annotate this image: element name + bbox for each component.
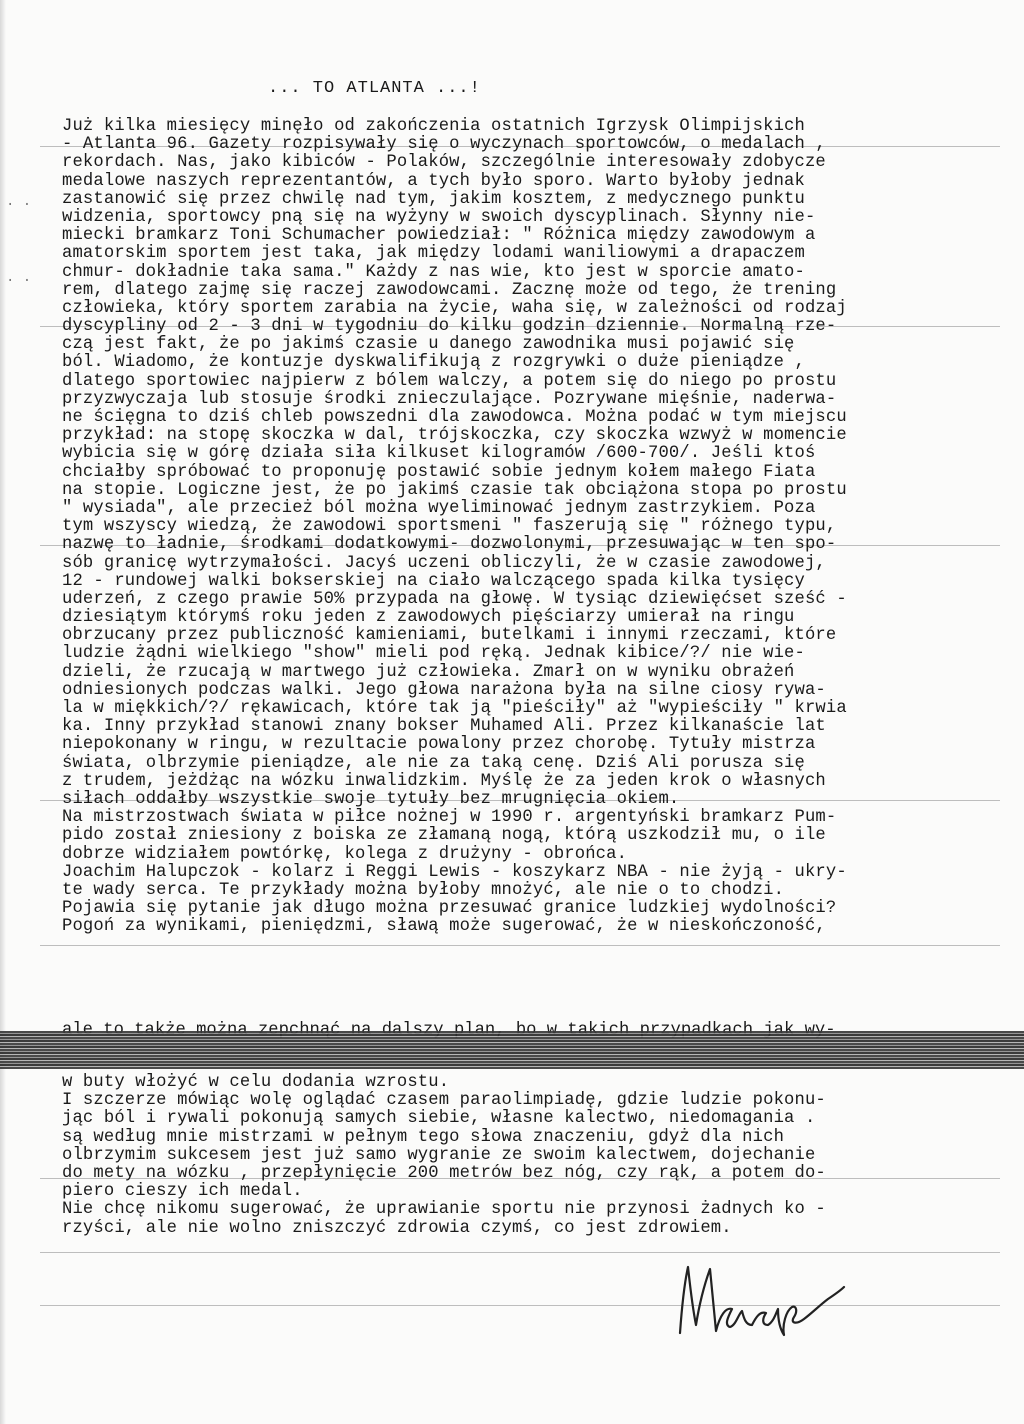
text-line: czą jest fakt, że po jakimś czasie u danego zawodnika musi pojawić się xyxy=(62,335,795,355)
text-line: niepokonany w ringu, w rezultacie powalony przez chorobę. Tytuły mistrza xyxy=(62,735,816,755)
text-line: Na mistrzostwach świata w piłce nożnej w 1990 r. argentyński bramkarz Pum- xyxy=(62,808,837,828)
text-line: do mety na wózku , przepłynięcie 200 metrów bez nóg, czy rąk, a potem do- xyxy=(62,1163,826,1183)
paper-rule xyxy=(40,1305,1000,1306)
text-line: ból. Wiadomo, że kontuzje dyskwalifikują z rozgrywki o duże pieniądze , xyxy=(62,353,805,373)
paper-rule xyxy=(40,1252,1000,1253)
signature-stroke xyxy=(680,1267,844,1335)
text-line: tym wszyscy wiedzą, że zawodowi sportsmeni " faszerują się " różnego typu, xyxy=(62,517,837,537)
text-line: nazwę to ładnie, środkami dodatkowymi- dozwolonymi, przesuwając w ten spo- xyxy=(62,535,837,555)
text-line: dyscypliny od 2 - 3 dni w tygodniu do kilku godzin dziennie. Normalną rze- xyxy=(62,317,837,337)
text-line: ludzie żądni wielkiego "show" mieli pod ręką. Jednak kibice/?/ nie wie- xyxy=(62,644,805,664)
document-title: ... TO ATLANTA ...! xyxy=(268,79,481,98)
text-line: chmur- dokładnie taka sama." Każdy z nas wie, kto jest w sporcie amato- xyxy=(62,262,805,282)
text-line: uderzeń, z czego prawie 50% przypada na głowę. W tysiąc dziewięćset sześć - xyxy=(62,589,847,609)
text-line: olbrzymim sukcesem jest już samo wygranie ze swoim kalectwem, dojechanie xyxy=(62,1145,816,1165)
text-line: są według mnie mistrzami w pełnym tego słowa znaczeniu, gdyż dla nich xyxy=(62,1127,785,1147)
scan-smear-band xyxy=(0,1031,1024,1069)
text-line: - Atlanta 96. Gazety rozpisywały się o wyczynach sportowców, o medalach , xyxy=(62,135,826,155)
document-body-continued xyxy=(62,1074,972,1238)
text-line: siłach oddałby wszystkie swoje tytuły bez mrugnięcia okiem. xyxy=(62,789,680,809)
text-line: widzenia, sportowcy pną się na wyżyny w swoich dyscyplinach. Słynny nie- xyxy=(62,207,816,227)
text-line: amatorskim sportem jest taka, jak między lodami waniliowymi a drapaczem xyxy=(62,244,805,264)
text-line: pido został zniesiony z boiska ze złamaną nogą, którą uszkodził mu, o ile xyxy=(62,826,826,846)
text-line: Joachim Halupczok - kolarz i Reggi Lewis - koszykarz NBA - nie żyją - ukry- xyxy=(62,862,847,882)
text-line: Pogoń za wynikami, pieniędzmi, sławą może sugerować, że w nieskończoność, xyxy=(62,917,826,937)
text-line: " wysiada", ale przecież ból można wyeliminować jednym zastrzykiem. Poza xyxy=(62,498,816,518)
text-line: odniesionych podczas walki. Jego głowa narażona była na silne ciosy rywa- xyxy=(62,680,826,700)
text-line: Nie chcę nikomu sugerować, że uprawianie sportu nie przynosi żadnych ko - xyxy=(62,1200,826,1220)
text-line: dobrze widziałem powtórkę, kolega z drużyny - obrońca. xyxy=(62,844,628,864)
text-line: 12 - rundowej walki bokserskiej na ciało walczącego spada kilka tysięcy xyxy=(62,571,805,591)
document-body xyxy=(62,118,972,936)
text-line: I szczerze mówiąc wolę oglądać czasem paraolimpiadę, gdzie ludzie pokonu- xyxy=(62,1091,826,1111)
handwritten-signature xyxy=(670,1255,850,1345)
text-line: człowieka, który sportem zarabia na życie, waha się, w zależności od rodzaj xyxy=(62,298,847,318)
text-line: te wady serca. Te przykłady można byłoby mnożyć, ale nie o to chodzi. xyxy=(62,880,785,900)
text-line: wybicia się w górę działa siła kilkuset kilogramów /600-700/. Jeśli ktoś xyxy=(62,444,816,464)
text-line: miecki bramkarz Toni Schumacher powiedział: " Różnica między zawodowym a xyxy=(62,226,816,246)
text-line: chciałby spróbować to proponuję postawić sobie jednym kołem małego Fiata xyxy=(62,462,816,482)
text-line: świata, olbrzymie pieniądze, ale nie za taką cenę. Dziś Ali porusza się xyxy=(62,753,805,773)
text-line: ne ścięgna to dziś chleb powszedni dla zawodowca. Można podać w tym miejscu xyxy=(62,408,847,427)
text-line: przykład: na stopę skoczka w dal, trójskoczka, czy skoczka wzwyż w momencie xyxy=(62,426,847,446)
text-line: jąc ból i rywali pokonują samych siebie, własne kalectwo, niedomagania . xyxy=(62,1109,816,1129)
paper-rule xyxy=(40,945,1000,946)
text-line: w buty włożyć w celu dodania wzrostu. xyxy=(62,1073,450,1092)
text-line: z trudem, jeżdżąc na wózku inwalidzkim. Myślę że za jeden krok o własnych xyxy=(62,771,826,791)
text-line: przyzwyczaja lub stosuje środki znieczulające. Pozrywane mięśnie, naderwa- xyxy=(62,389,837,409)
text-line: Pojawia się pytanie jak długo można przesuwać granice ludzkiej wydolności? xyxy=(62,899,837,919)
text-line: sób granicę wytrzymałości. Jacyś uczeni obliczyli, że w czasie zawodowej, xyxy=(62,553,826,573)
text-line: rem, dlatego zajmę się raczej zawodowcami. Zacznę może od tego, że trening xyxy=(62,280,837,300)
text-line: dlatego sportowiec najpierw z bólem walczy, a potem się do niego po prostu xyxy=(62,371,837,391)
text-line: dzieli, że rzucają w martwego już człowieka. Zmarł on w wyniku obrażeń xyxy=(62,662,795,682)
text-line: rekordach. Nas, jako kibiców - Polaków, szczególnie interesowały zdobycze xyxy=(62,153,826,173)
margin-marks: . . . . xyxy=(6,194,32,286)
text-line: Już kilka miesięcy minęło od zakończenia ostatnich Igrzysk Olimpijskich xyxy=(62,117,805,136)
text-line: piero cieszy ich medal. xyxy=(62,1182,303,1202)
text-line: zastanowić się przez chwilę nad tym, jakim kosztem, z medycznego punktu xyxy=(62,189,805,209)
text-line: ka. Inny przykład stanowi znany bokser Muhamed Ali. Przez kilkanaście lat xyxy=(62,717,826,737)
text-line: dziesiątym którymś roku jeden z zawodowych pięściarzy umierał na ringu xyxy=(62,608,795,628)
text-line: rzyści, ale nie wolno zniszczyć zdrowia czymś, co jest zdrowiem. xyxy=(62,1218,732,1238)
text-line: la w miękkich/?/ rękawicach, które tak ją "pieściły" aż "wypieściły " krwia xyxy=(62,699,847,718)
text-line: medalowe naszych reprezentantów, a tych było sporo. Warto byłoby jednak xyxy=(62,171,805,191)
text-line: na stopie. Logiczne jest, że po jakimś czasie tak obciążona stopa po prostu xyxy=(62,480,847,500)
text-line: obrzucany przez publiczność kamieniami, butelkami i innymi rzeczami, które xyxy=(62,626,837,646)
